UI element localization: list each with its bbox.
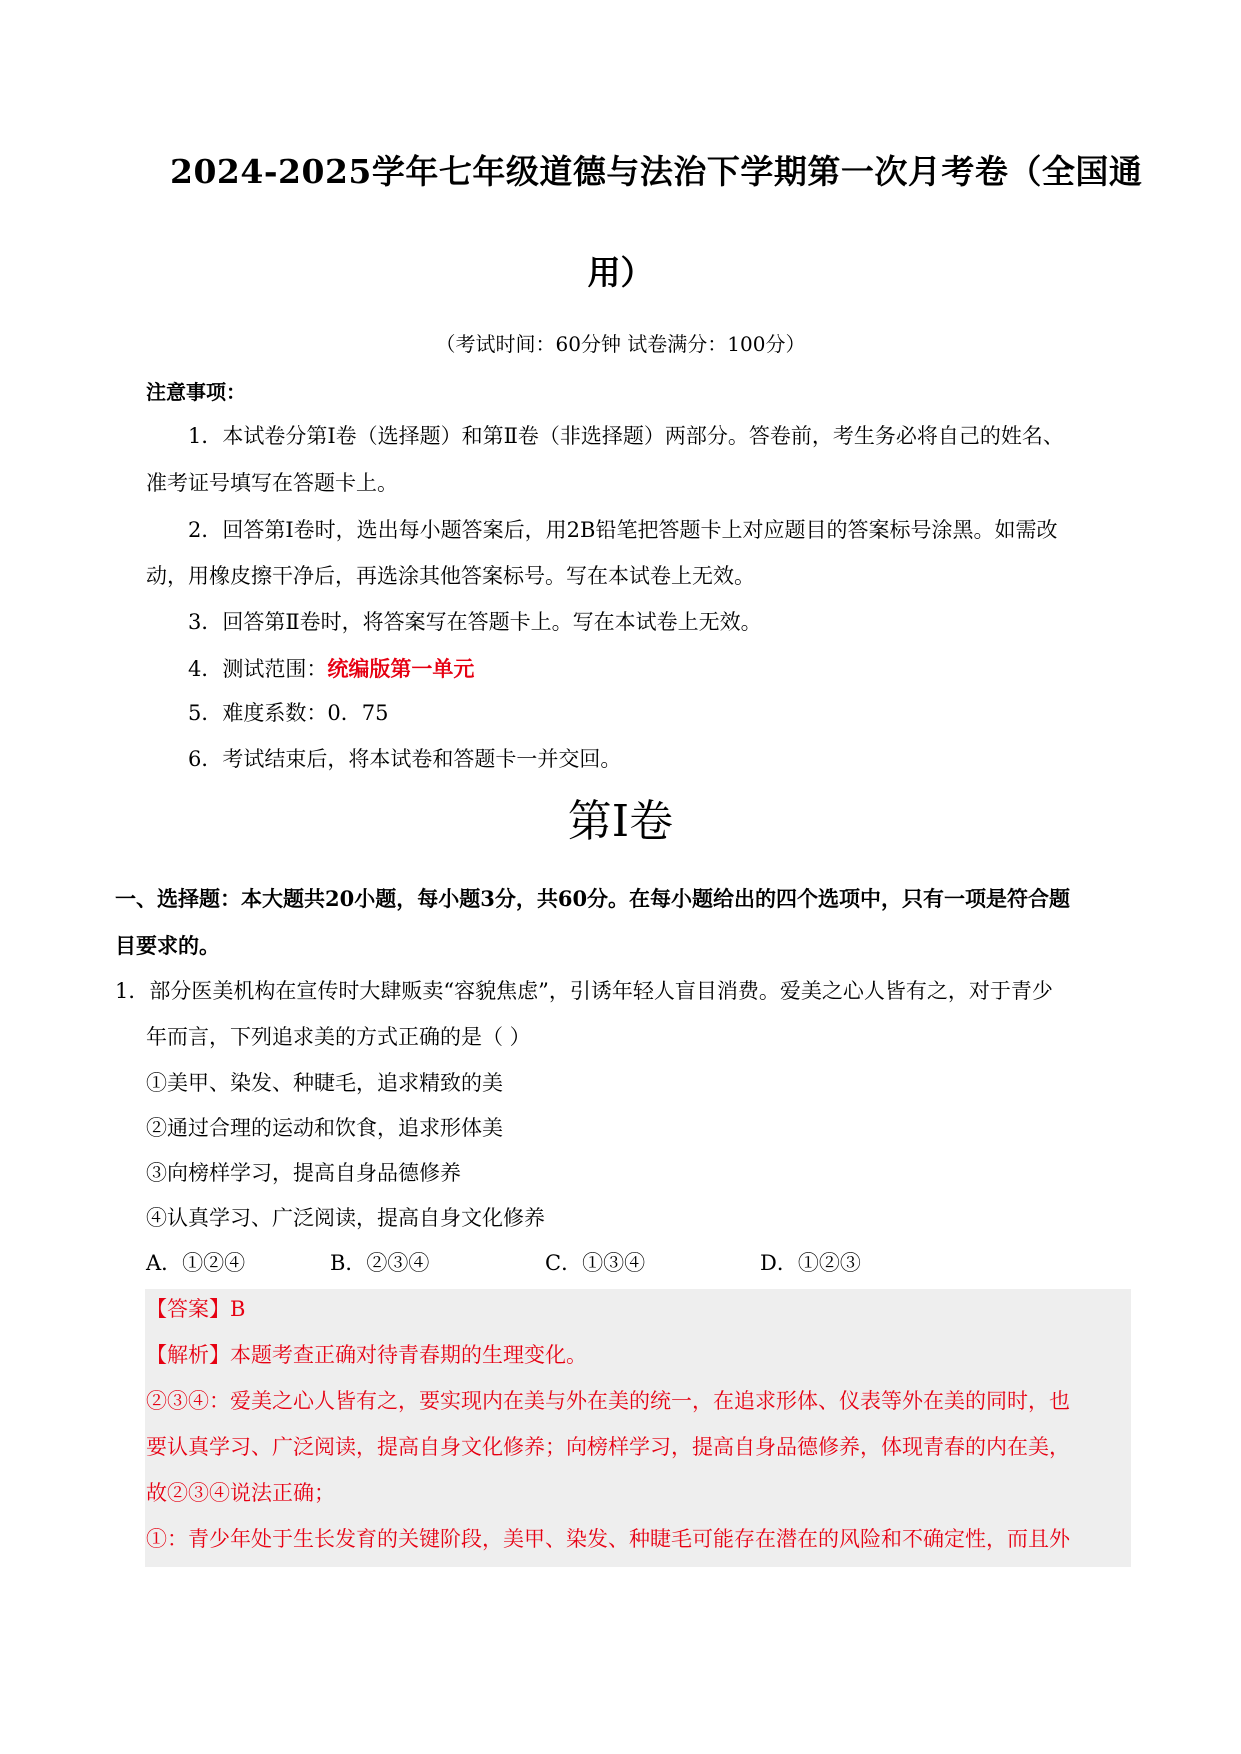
question-1-stem-b: 年而言，下列追求美的方式正确的是（ ） (146, 1025, 531, 1049)
question-1-stem-a: 1．部分医美机构在宣传时大肆贩卖“容貌焦虑”，引诱年轻人盲目消费。爱美之心人皆有之，对于青少 (115, 979, 1053, 1003)
note-1-line-a: 1．本试卷分第Ⅰ卷（选择题）和第Ⅱ卷（非选择题）两部分。答卷前，考生务必将自己的姓名、 (188, 424, 1064, 448)
note-5: 5．难度系数：0．75 (188, 701, 389, 725)
note-4-label: 4．测试范围： (188, 657, 328, 681)
answer-box (145, 1289, 1131, 1567)
analysis-heading: 【解析】本题考查正确对待青春期的生理变化。 (146, 1343, 587, 1367)
note-1-line-b: 准考证号填写在答题卡上。 (146, 471, 398, 495)
analysis-line-2: 要认真学习、广泛阅读，提高自身文化修养；向榜样学习，提高自身品德修养，体现青春的内在美， (146, 1435, 1070, 1459)
option-b: B．②③④ (330, 1251, 430, 1275)
notes-heading: 注意事项： (146, 380, 246, 404)
option-a: A．①②④ (146, 1251, 246, 1275)
volume-title: 第Ⅰ卷 (567, 796, 674, 847)
question-1-item-4: ④认真学习、广泛阅读，提高自身文化修养 (146, 1206, 545, 1230)
note-4 (188, 658, 474, 680)
analysis-line-4: ①：青少年处于生长发育的关键阶段，美甲、染发、种睫毛可能存在潜在的风险和不确定性，而且外 (146, 1527, 1070, 1551)
answer-text: 【答案】B (146, 1297, 246, 1321)
question-1-item-1: ①美甲、染发、种睫毛，追求精致的美 (146, 1071, 503, 1095)
option-c: C．①③④ (545, 1251, 646, 1275)
analysis-line-3: 故②③④说法正确； (146, 1481, 335, 1505)
note-6: 6．考试结束后，将本试卷和答题卡一并交回。 (188, 747, 622, 771)
exam-subtitle: （考试时间：60分钟 试卷满分：100分） (435, 332, 806, 356)
exam-title-line1: 2024-2025学年七年级道德与法治下学期第一次月考卷（全国通 (170, 152, 1143, 191)
section-heading-line1: 一、选择题：本大题共20小题，每小题3分，共60分。在每小题给出的四个选项中，只有一项是符合题 (115, 886, 1071, 911)
test-scope-value: 统编版第一单元 (327, 656, 475, 681)
question-1-item-2: ②通过合理的运动和饮食，追求形体美 (146, 1116, 503, 1140)
note-2-line-b: 动，用橡皮擦干净后，再选涂其他答案标号。写在本试卷上无效。 (146, 564, 755, 588)
note-2-line-a: 2．回答第Ⅰ卷时，选出每小题答案后，用2B铅笔把答题卡上对应题目的答案标号涂黑。如需改 (188, 518, 1058, 542)
section-heading-line2: 目要求的。 (115, 933, 220, 958)
note-3: 3．回答第Ⅱ卷时，将答案写在答题卡上。写在本试卷上无效。 (188, 610, 762, 634)
question-1-item-3: ③向榜样学习，提高自身品德修养 (146, 1161, 461, 1185)
analysis-line-1: ②③④：爱美之心人皆有之，要实现内在美与外在美的统一，在追求形体、仪表等外在美的同时，也 (146, 1389, 1070, 1413)
option-d: D．①②③ (760, 1251, 861, 1275)
exam-title-line2: 用） (587, 253, 654, 292)
